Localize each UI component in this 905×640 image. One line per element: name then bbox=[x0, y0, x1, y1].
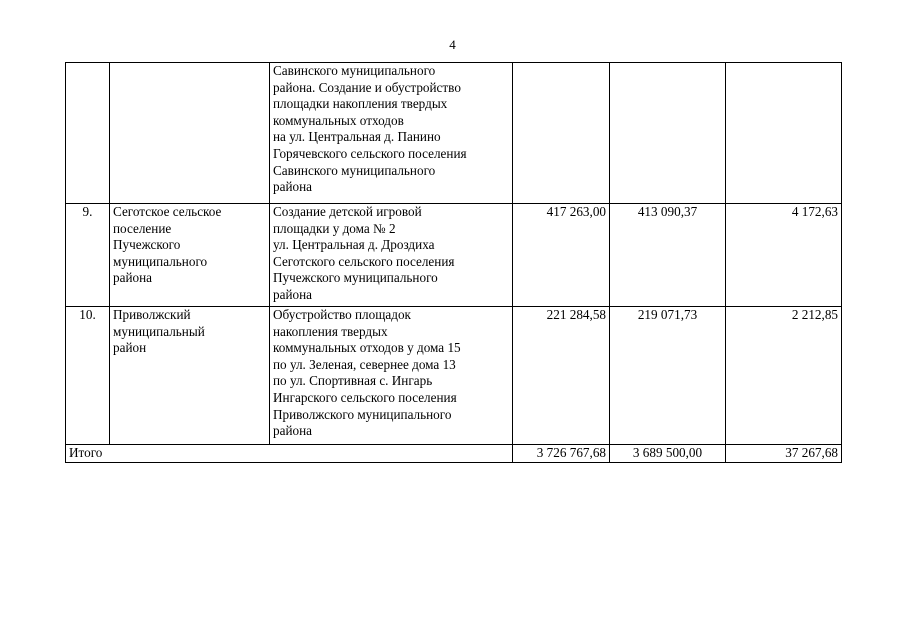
federal-amount-cell bbox=[610, 63, 726, 204]
totals-label-cell: Итого bbox=[66, 445, 513, 463]
table-row bbox=[66, 63, 842, 204]
page-number: 4 bbox=[449, 37, 456, 52]
project-cell: Создание детской игровой площадки у дома № 2 ул. Центральная д. Дроздиха Сеготского сельского поселения Пучежского муниципального района bbox=[270, 204, 513, 307]
row-number-cell bbox=[66, 63, 110, 204]
local-amount-cell: 2 212,85 bbox=[726, 307, 842, 445]
recipient-cell: Сеготское сельское поселение Пучежского муниципального района bbox=[110, 204, 270, 307]
project-cell: Обустройство площадок накопления твердых коммунальных отходов у дома 15 по ул. Зеленая, севернее дома 13 по ул. Спортивная с. Ингарь Ингарского сельского поселения Приволжского муниципального района bbox=[270, 307, 513, 445]
total-amount-cell bbox=[513, 63, 610, 204]
federal-amount-cell: 413 090,37 bbox=[610, 204, 726, 307]
budget-table bbox=[65, 62, 842, 463]
row-number-cell: 9. bbox=[66, 204, 110, 307]
total-amount-cell: 221 284,58 bbox=[513, 307, 610, 445]
totals-local-cell: 37 267,68 bbox=[726, 445, 842, 463]
project-cell: Савинского муниципального района. Создание и обустройство площадки накопления твердых коммунальных отходов на ул. Центральная д. Панино Горячевского сельского поселения Савинского муниципального района bbox=[270, 63, 513, 204]
totals-row bbox=[66, 445, 842, 463]
local-amount-cell: 4 172,63 bbox=[726, 204, 842, 307]
table-row bbox=[66, 204, 842, 307]
total-amount-cell: 417 263,00 bbox=[513, 204, 610, 307]
table-row bbox=[66, 307, 842, 445]
totals-federal-cell: 3 689 500,00 bbox=[610, 445, 726, 463]
local-amount-cell bbox=[726, 63, 842, 204]
row-number-cell: 10. bbox=[66, 307, 110, 445]
federal-amount-cell: 219 071,73 bbox=[610, 307, 726, 445]
recipient-cell bbox=[110, 63, 270, 204]
totals-total-cell: 3 726 767,68 bbox=[513, 445, 610, 463]
recipient-cell: Приволжский муниципальный район bbox=[110, 307, 270, 445]
